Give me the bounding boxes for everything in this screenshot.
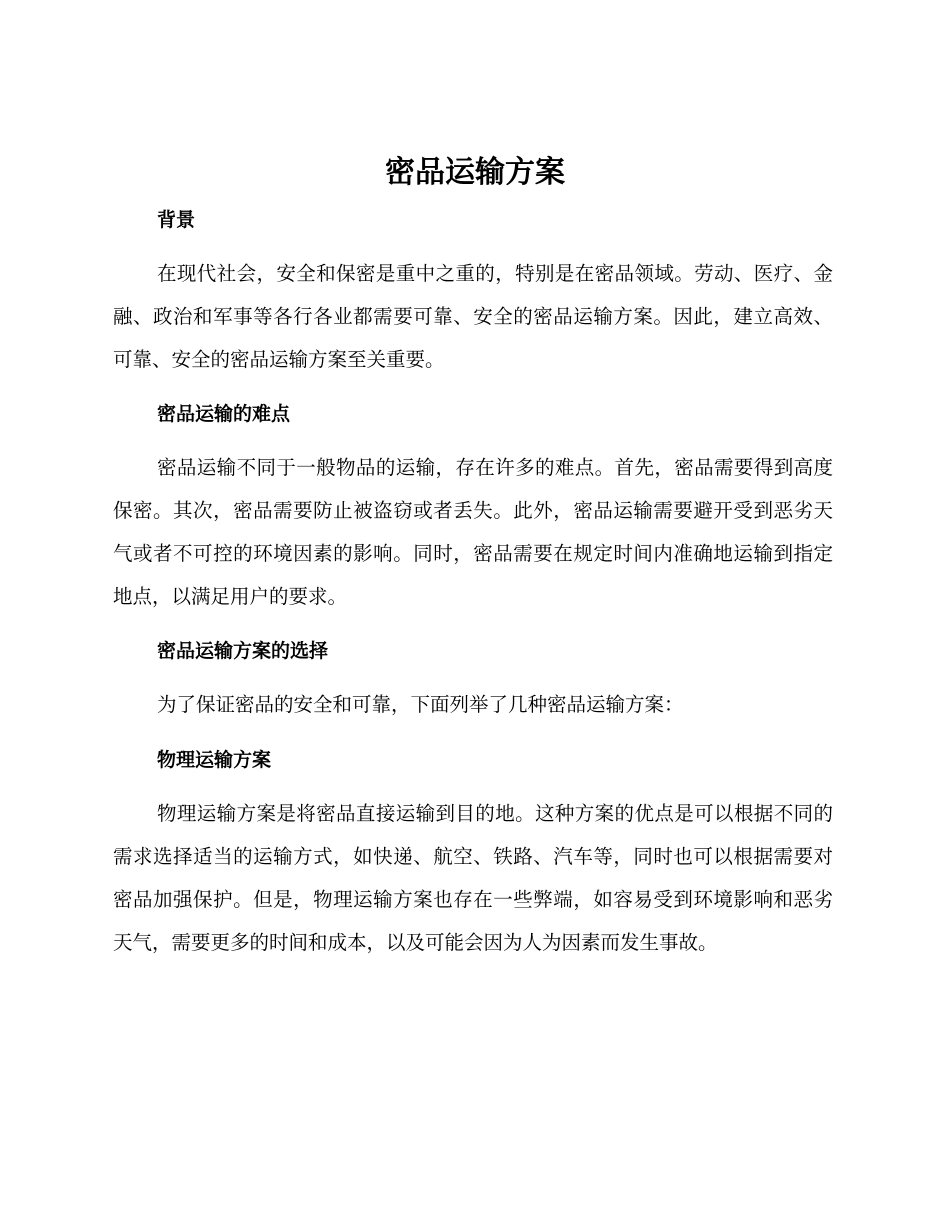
- section-heading-physical-transport: 物理运输方案: [157, 749, 272, 771]
- section-heading-background: 背景: [157, 209, 196, 231]
- section-heading-difficulties: 密品运输的难点: [157, 403, 291, 425]
- section-paragraph-background: 在现代社会，安全和保密是重中之重的，特别是在密品领域。劳动、医疗、金融、政治和军事等各行各业都需要可靠、安全的密品运输方案。因此，建立高效、可靠、安全的密品运输方案至关重要。: [113, 262, 833, 371]
- section-paragraph-difficulties: 密品运输不同于一般物品的运输，存在许多的难点。首先，密品需要得到高度保密。其次，密品需要防止被盗窃或者丢失。此外，密品运输需要避开受到恶劣天气或者不可控的环境因素的影响。同时，密品需要在规定时间内准确地运输到指定地点，以满足用户的要求。: [113, 456, 833, 608]
- section-heading-selection: 密品运输方案的选择: [157, 640, 329, 662]
- section-paragraph-physical-transport: 物理运输方案是将密品直接运输到目的地。这种方案的优点是可以根据不同的需求选择适当的运输方式，如快递、航空、铁路、汽车等，同时也可以根据需要对密品加强保护。但是，物理运输方案也存在一些弊端，如容易受到环境影响和恶劣天气，需要更多的时间和成本，以及可能会因为人为因素而发生事故。: [113, 802, 833, 954]
- section-paragraph-selection: 为了保证密品的安全和可靠，下面列举了几种密品运输方案：: [157, 693, 684, 716]
- document-title: 密品运输方案: [385, 155, 565, 190]
